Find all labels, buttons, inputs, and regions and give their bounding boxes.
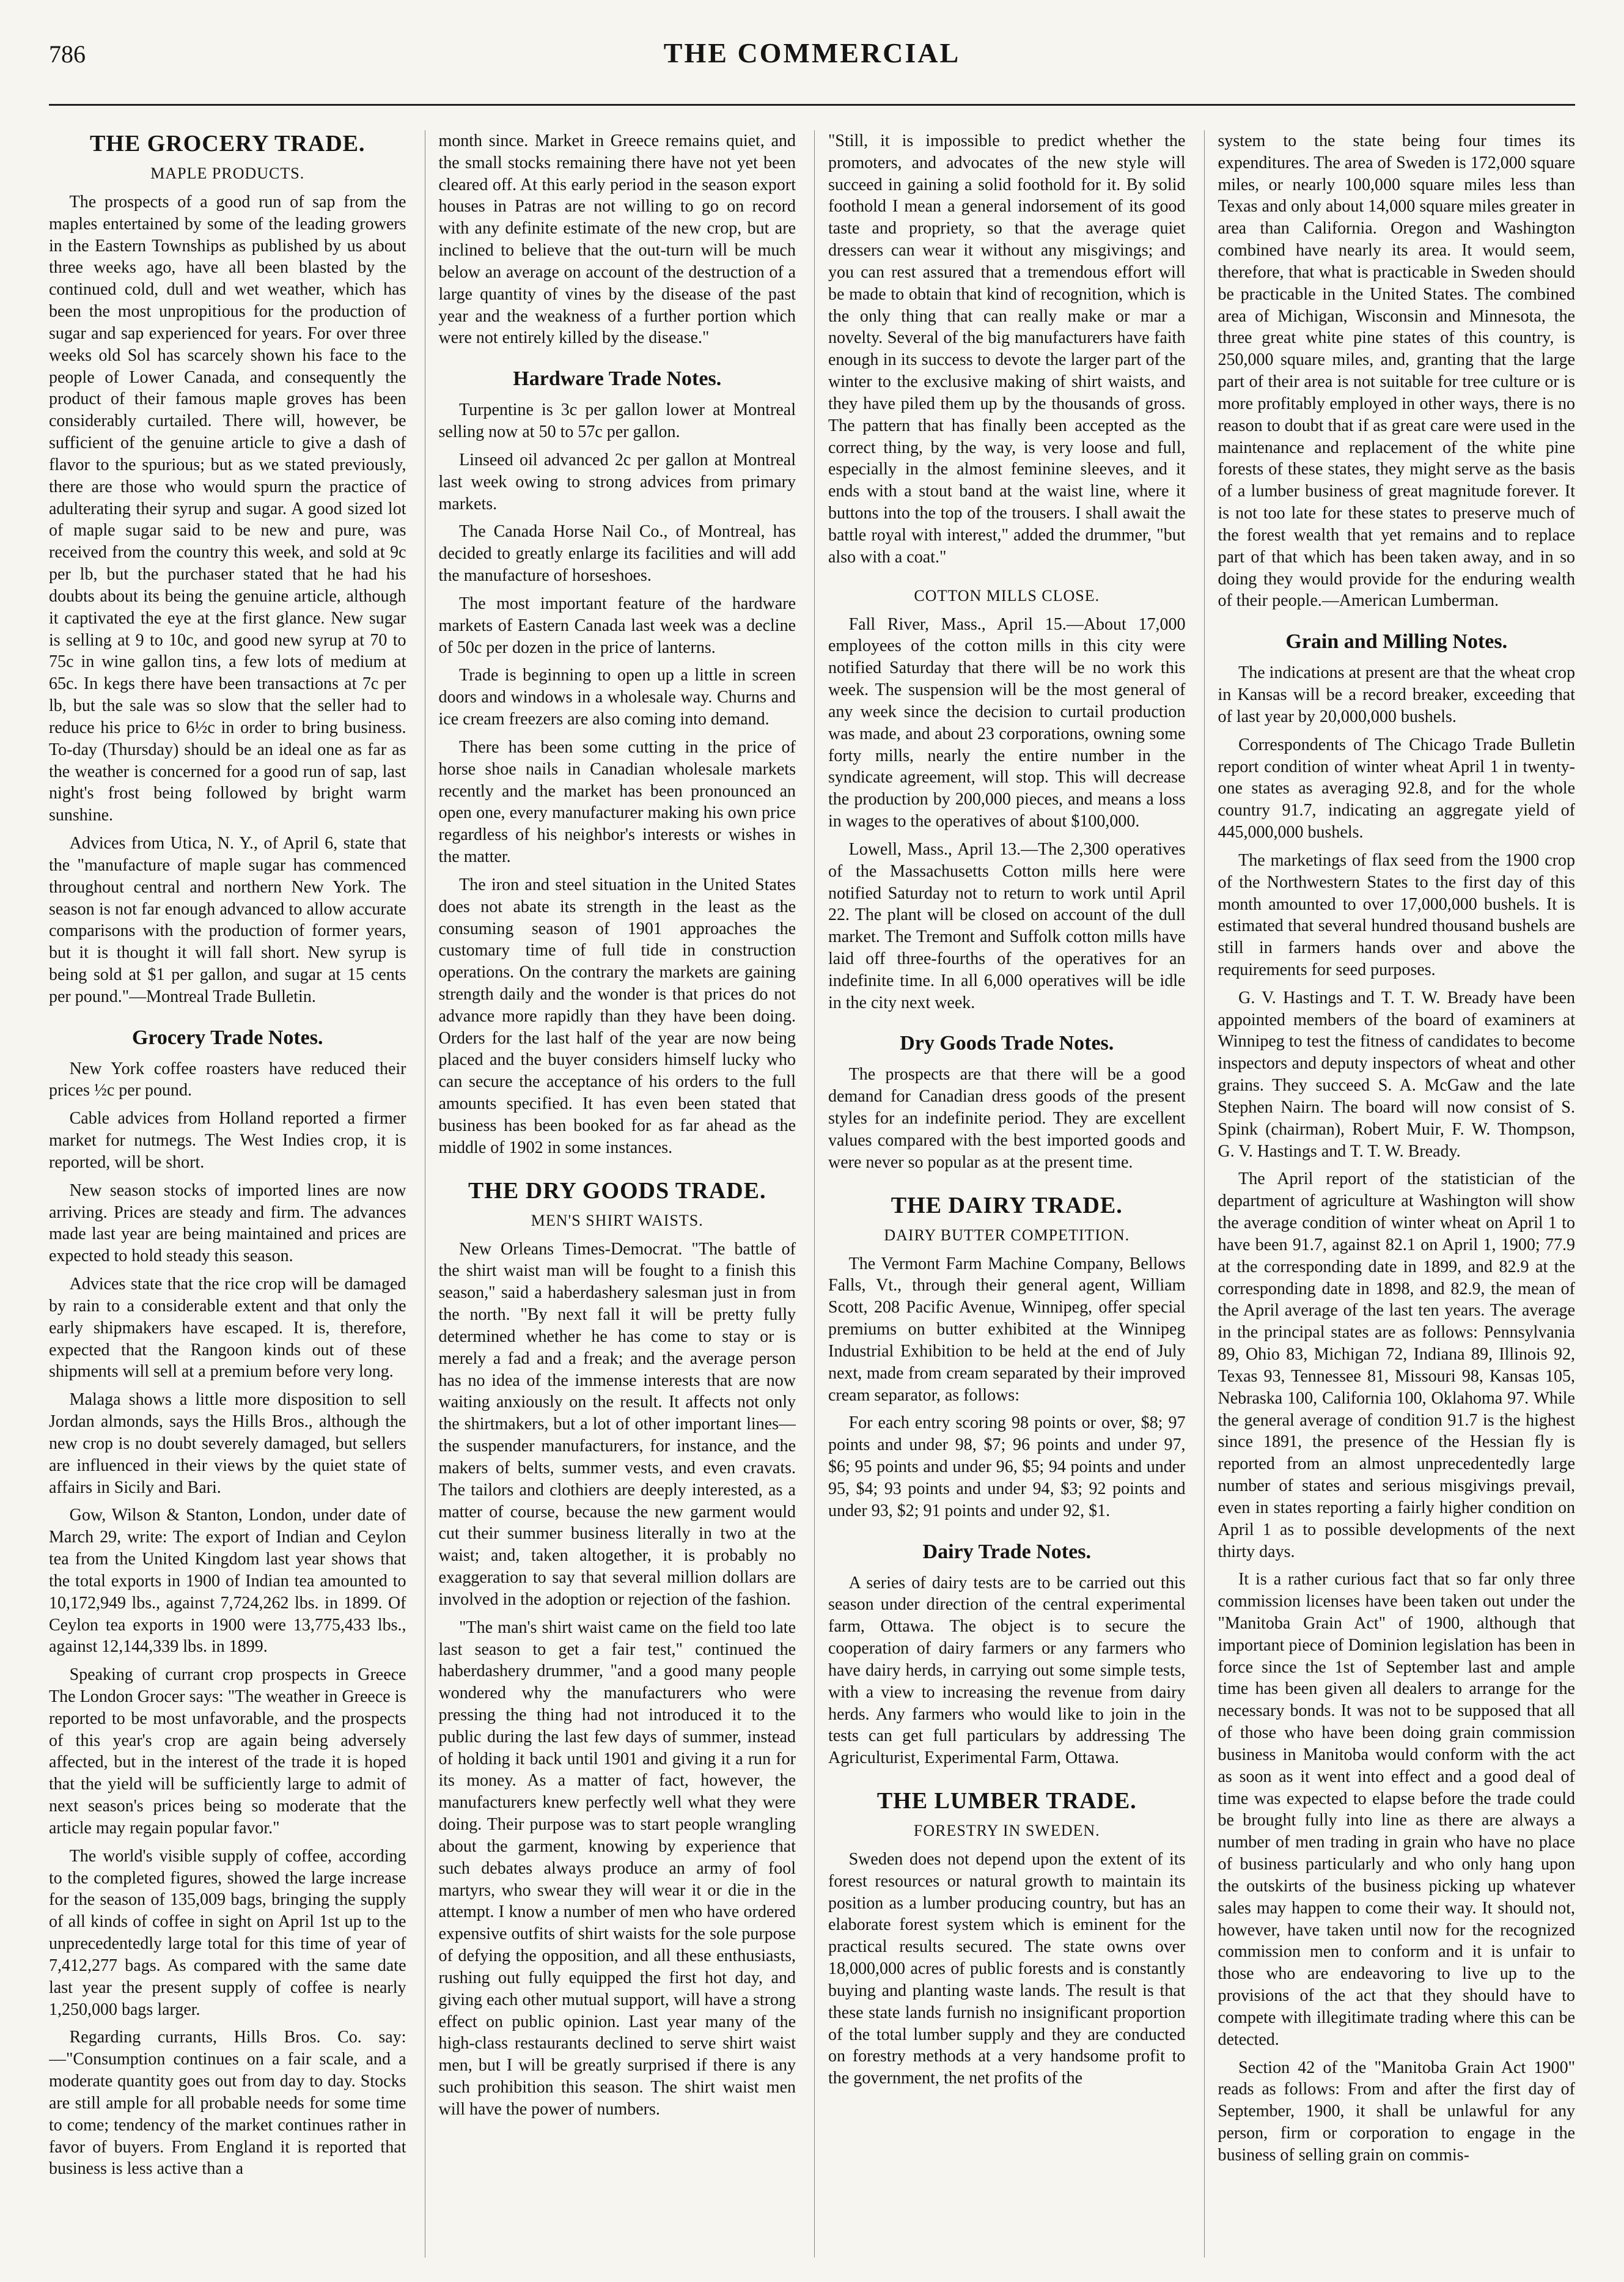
- column-4: [1204, 130, 1576, 2258]
- article-paragraph: The most important feature of the hardware markets of Eastern Canada last week was a decline of 50c per dozen in the price of lanterns.: [438, 594, 796, 657]
- article-paragraph: Lowell, Mass., April 13.—The 2,300 operatives of the Massachusetts Cotton mills here were notified Saturday not to return to work until April 22. The plant will be closed on account of the dull market. The Tremont and Suffolk cotton mills have laid off three-fourths of the operatives for an indefinite time. In all 6,000 operatives will be idle in the city next week.: [828, 839, 1186, 1012]
- publication-title: THE COMMERCIAL: [663, 37, 961, 68]
- article-paragraph: Advices state that the rice crop will be damaged by rain to a considerable extent and that only the early shipmakers have escaped. It is, therefore, expected that the Rangoon kinds out of these shipments will sell at a premium before very long.: [49, 1275, 406, 1382]
- article-paragraph: system to the state being four times its expenditures. The area of Sweden is 172,000 square miles, or nearly 100,000 square miles less than Texas and only about 14,000 square miles greater in area than California. Oregon and Washington combined have nearly its area. It would seem, therefore, that what is practicable in Sweden should be practicable in the United States. The combined area of Michigan, Wisconsin and Minnesota, the three great white pine states of this country, is 250,000 square miles, and, granting that the large part of their area is not suitable for tree culture or is more profitably employed in other ways, there is no reason to doubt that if as great care were used in the maintenance and replacement of the white pine forests of these states, they might serve as the basis of a lumber business of great magnitude forever. It is not too late for these states to preserve much of the forest wealth that yet remains and to replace part of that which has been taken away, and in so doing they would provide for the enduring wealth of their people.—American Lumberman.: [1218, 131, 1575, 611]
- article-paragraph: Turpentine is 3c per gallon lower at Montreal selling now at 50 to 57c per gallon.: [438, 400, 796, 442]
- article-paragraph: Malaga shows a little more disposition to sell Jordan almonds, says the Hills Bros., although the new crop is no doubt severely damaged, but sellers are influenced in their views by the quiet state of affairs in Sicily and Bari.: [49, 1390, 406, 1497]
- section-heading: Grocery Trade Notes.: [131, 1026, 323, 1049]
- column-1: [49, 130, 406, 2258]
- article-paragraph: Sweden does not depend upon the extent of its forest resources or natural growth to maintain its position as a lumber producing country, but has an elaborate forest system which is eminent for the practical results secured. The state owns over 18,000,000 acres of public forests and is constantly buying and planting waste lands. The result is that these state lands furnish no insignificant proportion of the total lumber supply and they are conducted on forestry methods at a very handsome profit to the government, the net profits of the: [828, 1850, 1186, 2088]
- page-number: 786: [49, 40, 86, 68]
- column-3: [814, 130, 1186, 2258]
- article-paragraph: Fall River, Mass., April 15.—About 17,000 employees of the cotton mills in this city were notified Saturday that there will be no work this week. The suspension will be the most general of any week since the decision to curtail production was made, and about 23 corporations, owning some forty mills, nearly the entire number in the syndicate agreement, will stop. This will decrease the production by 200,000 pieces, and means a loss in wages to the operatives of about $100,000.: [828, 614, 1186, 831]
- article-section: [439, 1177, 796, 2121]
- article-paragraph: month since. Market in Greece remains quiet, and the small stocks remaining there have not yet been cleared off. At this early period in the season export houses in Patras are not willing to go on record with any definite estimate of the new crop, but are inclined to believe that the out-turn will be much below an average on account of the destruction of a large quantity of vines by the disease of the past year and the weakness of a further portion which were not entirely killed by the disease.": [438, 131, 796, 348]
- article-section: [828, 1540, 1186, 1769]
- article-paragraph: New York coffee roasters have reduced their prices ½c per pound.: [49, 1059, 406, 1100]
- section-heading: THE DRY GOODS TRADE.: [468, 1177, 766, 1204]
- article-paragraph: New Orleans Times-Democrat. "The battle of the shirt waist man will be fought to a finish this season," said a haberdashery salesman just in from the north. "By next fall it will be pretty fully determined whether he has come to stay or is merely a fad and a freak; and the average person has no idea of the immense interests that are now waiting anxiously on the result. It affects not only the shirtmakers, but a lot of other important lines—the suspender manufacturers, for instance, and the makers of belts, summer vests, and even cravats. The tailors and clothiers are deeply interested, as a matter of course, because the new garment would cut their summer business literally in two at the waist; and, taken altogether, it is probably no exaggeration to say that several million dollars are involved in the adoption or rejection of the fashion.: [438, 1239, 796, 1609]
- article-section: [828, 1192, 1186, 1522]
- article-paragraph: Advices from Utica, N. Y., of April 6, state that the "manufacture of maple sugar has commenced throughout central and northern New York. The season is not far enough advanced to allow accurate comparisons with the production of former years, but it is thought it will fall short. New syrup is being sold at $1 per gallon, and sugar at 15 cents per pound."—Montreal Trade Bulletin.: [49, 834, 406, 1006]
- article-paragraph: Speaking of currant crop prospects in Greece The London Grocer says: "The weather in Greece is reported to be most unfavorable, and the prospects of this year's crop are again being adversely affected, but in the interest of the trade it is hoped that the yield will be sufficiently large to admit of next season's prices being so moderate that the article may regain popular favor.": [49, 1665, 406, 1838]
- section-subheading: DAIRY BUTTER COMPETITION.: [884, 1226, 1130, 1244]
- article-section: [828, 1032, 1186, 1173]
- article-paragraph: The prospects are that there will be a good demand for Canadian dress goods of the present styles for an indefinite period. They are excellent values compared with the best imported goods and were never so popular as at the present time.: [828, 1065, 1186, 1172]
- section-subheading: MAPLE PRODUCTS.: [150, 164, 305, 182]
- article-paragraph: It is a rather curious fact that so far only three commission licenses have been taken out under the "Manitoba Grain Act" of 1900, although that important piece of Dominion legislation has been in force since the 1st of September last and ample time has been given all dealers to arrange for the necessary bonds. It was not to be supposed that all of those who have been doing grain commission business in Manitoba would conform with the act as soon as it went into effect and a good deal of time was expected to elapse before the trade could be brought fully into line as there are always a number of men trading in grain who have no place of business particularly and who only hang upon the outskirts of the business picking up whatever sales may happen to come their way. It should not, however, have taken until now for the recognized commission men to conform and it is unfair to those who are endeavoring to live up to the provisions of the act that they should have to compete with illegitimate trading where this can be detected.: [1218, 1570, 1575, 2049]
- column-2: [425, 130, 796, 2258]
- article-paragraph: For each entry scoring 98 points or over, $8; 97 points and under 98, $7; 96 points and under 97, $6; 95 points and under 96, $5; 94 points and under 95, $4; 93 points and under 94, $3; 92 points and under 93, $2; 91 points and under 92, $1.: [828, 1413, 1186, 1520]
- article-section: [1218, 630, 1576, 2166]
- article-paragraph: Trade is beginning to open up a little in screen doors and windows in a wholesale way. Churns and ice cream freezers are also coming into demand.: [438, 666, 796, 729]
- article-section: [828, 1787, 1186, 2089]
- article-paragraph: The iron and steel situation in the United States does not abate its strength in the least as the consuming season of 1901 approaches the customary time of full tide in construction operations. On the contrary the markets are gaining strength daily and the wonder is that prices do not advance more rapidly than they have been doing. Orders for the last half of the year are now being placed and the buyer considers himself lucky who can secure the acceptance of his orders to the full amounts specified. It has even been stated that business has been booked for as far ahead as the middle of 1902 in some instances.: [438, 875, 796, 1157]
- article-paragraph: The Canada Horse Nail Co., of Montreal, has decided to greatly enlarge its facilities and will add the manufacture of horseshoes.: [438, 522, 796, 586]
- article-section: [439, 130, 796, 349]
- section-heading: Hardware Trade Notes.: [513, 367, 722, 391]
- article-paragraph: Regarding currants, Hills Bros. Co. say:—"Consumption continues on a fair scale, and a moderate quantity goes out from day to day. Stocks are still ample for all probable needs for some time to come; tendency of the market continues rather in favor of buyers. From England it is reported that business is less active than a: [49, 2028, 406, 2179]
- article-paragraph: G. V. Hastings and T. T. W. Bready have been appointed members of the board of examiners at Winnipeg to test the fitness of candidates to become inspectors and deputy inspectors of wheat and other grains. They succeed S. A. McGaw and the late Stephen Nairn. The board will now consist of S. Spink (chairman), Robert Muir, F. W. Thompson, G. V. Hastings and T. T. W. Bready.: [1218, 988, 1575, 1161]
- section-heading: Grain and Milling Notes.: [1285, 630, 1508, 653]
- article-paragraph: "The man's shirt waist came on the field too late last season to get a fair test," continued the haberdashery drummer, "and a good many people wondered why the manufacturers who were pressing the thing had not introduced it to the public during the last few days of summer, instead of holding it back until 1901 and giving it a run for its money. As a matter of fact, however, the manufacturers knew perfectly well what they were doing. Their purpose was to start people wrangling about the garment, knowing by experience that such debates always produce an army of fool martyrs, who swear they will wear it or die in the attempt. I know a number of men who have ordered expensive outfits of shirt waists for the sole purpose of defying the opposition, and all these enthusiasts, rushing out fully equipped the first hot day, and giving each other mutual support, will have a strong effect on public opinion. Last year many of the high-class restaurants declined to serve shirt waist men, but I will be greatly surprised if there is any such prohibition this season. The shirt waist men will have the power of numbers.: [438, 1618, 796, 2119]
- article-paragraph: The April report of the statistician of the department of agriculture at Washington will show the average condition of winter wheat on April 1 to have been 91.7, against 82.1 on April 1, 1900; 77.9 at the corresponding date in 1899, and 82.9 at the corresponding date in 1898, and 82.9, the mean of the April average of the last ten years. The average in the principal states are as follows: Pennsylvania 89, Ohio 83, Michigan 72, Indiana 89, Illinois 92, Texas 93, Tennessee 81, Missouri 98, Kansas 105, Nebraska 100, California 100, Oklahoma 97. While the general average of condition 91.7 is the highest since 1891, the presence of the Hessian fly is reported from an almost unprecedentedly large number of states and serious misgivings prevail, even in states reporting a fairly higher condition on April 1 as to possible developments of the next thirty days.: [1218, 1169, 1575, 1561]
- article-paragraph: Linseed oil advanced 2c per gallon at Montreal last week owing to strong advices from primary markets.: [438, 450, 796, 513]
- article-paragraph: Gow, Wilson & Stanton, London, under date of March 29, write: The export of Indian and Ceylon tea from the United Kingdom last year shows that the total exports in 1900 of Indian tea amounted to 10,172,949 lbs., against 7,724,262 lbs. in 1899. Of Ceylon tea exports in 1900 were 13,775,433 lbs., against 12,144,339 lbs. in 1899.: [49, 1506, 406, 1657]
- section-heading: THE LUMBER TRADE.: [876, 1788, 1137, 1814]
- article-paragraph: The indications at present are that the wheat crop in Kansas will be a record breaker, exceeding that of last year by 20,000,000 bushels.: [1218, 663, 1575, 726]
- article-paragraph: Section 42 of the "Manitoba Grain Act 1900" reads as follows: From and after the first day of September, 1900, it shall be unlawful for any person, firm or corporation to engage in the business of selling grain on commis-: [1218, 2058, 1575, 2165]
- columns: [49, 130, 1575, 2258]
- section-heading: THE GROCERY TRADE.: [89, 131, 366, 156]
- article-section: [439, 367, 796, 1158]
- article-section: [828, 130, 1186, 569]
- article-paragraph: There has been some cutting in the price of horse shoe nails in Canadian wholesale markets recently and the market has been pronounced an open one, every manufacturer making his own price regardless of his neighbor's interests or wishes in the matter.: [438, 737, 796, 867]
- article-paragraph: The Vermont Farm Machine Company, Bellows Falls, Vt., through their general agent, William Scott, 208 Pacific Avenue, Winnipeg, offer special premiums on butter exhibited at the Winnipeg Industrial Exhibition to be held at the end of July next, made from cream separated by their improved cream separator, as follows:: [828, 1254, 1186, 1405]
- section-heading: Dry Goods Trade Notes.: [900, 1032, 1114, 1055]
- article-paragraph: A series of dairy tests are to be carried out this season under direction of the central experimental farm, Ottawa. The object is to secure the cooperation of dairy farmers or any farmers who have dairy herds, in carrying out some simple tests, with a view to increasing the revenue from dairy herds. Any farmers who would like to join in the tests can get full particulars by addressing The Agriculturist, Experimental Farm, Ottawa.: [828, 1573, 1186, 1768]
- section-subheading: FORESTRY IN SWEDEN.: [913, 1822, 1100, 1839]
- article-paragraph: Correspondents of The Chicago Trade Bulletin report condition of winter wheat April 1 in twenty-one states as averaging 92.8, and for the whole country 91.7, indicating an aggregate yield of 445,000,000 bushels.: [1218, 735, 1575, 842]
- section-heading: THE DAIRY TRADE.: [891, 1192, 1123, 1218]
- article-paragraph: The world's visible supply of coffee, according to the completed figures, showed the large increase for the season of 135,009 bags, bringing the supply of all kinds of coffee in sight on April 1st up to the unprecedentedly large total for this time of year of 7,412,277 bags. As compared with the same date last year the present supply of coffee is nearly 1,250,000 bags larger.: [49, 1846, 406, 2019]
- section-subheading: MEN'S SHIRT WAISTS.: [531, 1211, 704, 1229]
- article-section: [1218, 130, 1576, 612]
- article-section: [49, 1026, 406, 2181]
- article-section: [49, 130, 406, 1008]
- section-heading: Dairy Trade Notes.: [922, 1540, 1091, 1563]
- section-subheading: COTTON MILLS CLOSE.: [914, 586, 1100, 605]
- article-section: [828, 587, 1186, 1014]
- article-paragraph: New season stocks of imported lines are now arriving. Prices are steady and firm. The advances made last year are being maintained and prices are expected to hold steady this season.: [49, 1180, 406, 1266]
- masthead: [49, 37, 1575, 106]
- article-paragraph: "Still, it is impossible to predict whether the promoters, and advocates of the new style will succeed in gaining a solid foothold for it. By solid foothold I mean a general indorsement of its good taste and propriety, so that the average quiet dressers can wear it without any misgivings; and you can rest assured that a tremendous effort will be made to obtain that kind of recognition, which is the only thing that can really make or mar a novelty. Several of the big manufacturers have faith enough in its success to devote the larger part of the winter to the exclusive making of shirt waists, and they have piled them up by the thousands of gross. The pattern that has finally been accepted as the correct thing, by the way, is very loose and full, especially in the almost feminine sleeves, and it ends with a stout band at the waist line, where it buttons into the top of the trousers. I shall await the battle royal with interest," added the drummer, "but also with a coat.": [828, 131, 1186, 567]
- article-paragraph: Cable advices from Holland reported a firmer market for nutmegs. The West Indies crop, it is reported, will be short.: [49, 1109, 406, 1172]
- article-paragraph: The marketings of flax seed from the 1900 crop of the Northwestern States to the first day of this month amounted to over 17,000,000 bushels. It is estimated that several hundred thousand bushels are still in farmers hands over and above the requirements for seed purposes.: [1218, 850, 1575, 979]
- article-paragraph: The prospects of a good run of sap from the maples entertained by some of the leading growers in the Eastern Townships as published by us about three weeks ago, have all been blasted by the continued cold, dull and wet weather, which has been the most unpropitious for the production of sugar and sap experienced for years. For over three weeks old Sol has scarcely shown his face to the people of Lower Canada, and consequently the product of their famous maple groves has been considerably curtailed. There will, however, be sufficient of the genuine article to give a dash of flavor to the spurious; but as we stated previously, there are those who would spurn the practice of adulterating their syrup and sugar. A good sized lot of maple sugar said to be new and pure, was received from the country this week, and sold at 9c per lb, but the purchaser stated that he had his doubts about its being the genuine article, although it captivated the eye at the first glance. New sugar is selling at 9 to 10c, and good new syrup at 70 to 75c in wine gallon tins, a few lots of medium at 65c. In kegs there have been transactions at 7c per lb, but the sale was so slow that the seller had to reduce his price to 6½c in order to bring business. To-day (Thursday) should be an ideal one as far as the weather is concerned for a good run of sap, last night's frost being followed by bright warm sunshine.: [49, 193, 406, 825]
